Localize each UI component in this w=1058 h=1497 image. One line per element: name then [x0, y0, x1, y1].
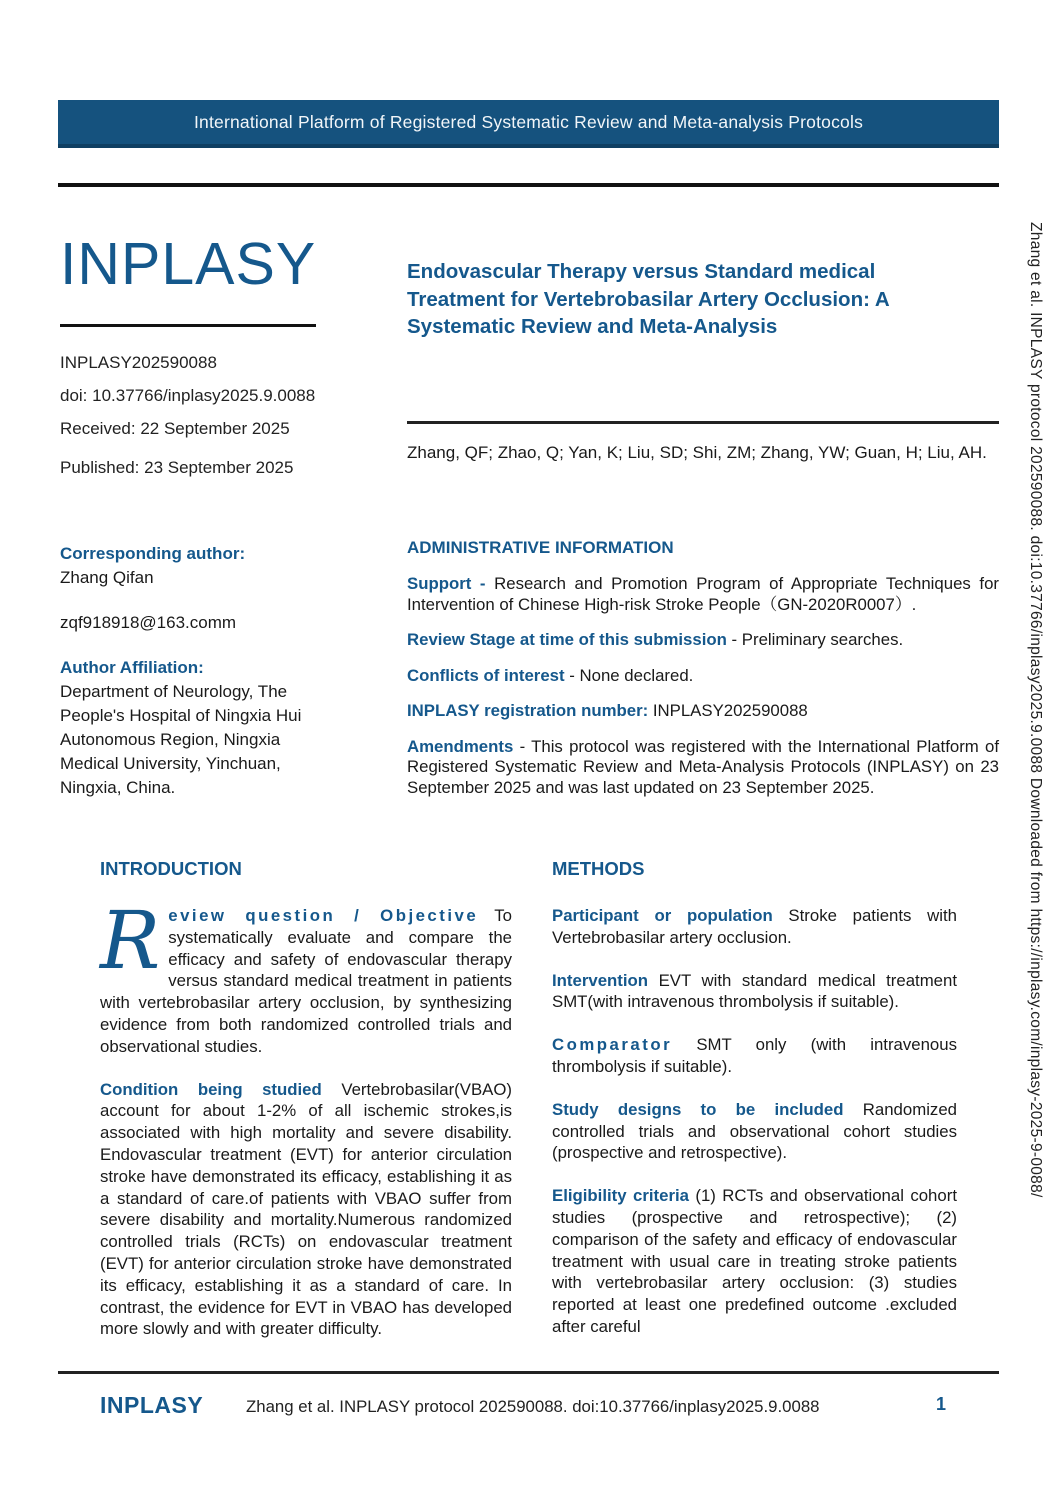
- registration-number-label: INPLASY registration number:: [407, 701, 649, 720]
- admin-item-registration-number: [407, 701, 999, 722]
- admin-item-amendments: [407, 737, 999, 799]
- admin-heading: ADMINISTRATIVE INFORMATION: [407, 538, 674, 557]
- footer-inplasy-logo: INPLASY: [100, 1392, 204, 1418]
- support-label: Support -: [407, 574, 486, 593]
- participant-text: Stroke patients with Vertebrobasilar artery occlusion.: [552, 906, 957, 947]
- intervention-paragraph: [552, 970, 957, 1014]
- support-text: Research and Promotion Program of Appropriate Techniques for Intervention of Chinese High-risk Stroke People（GN-2020R0007）.: [407, 574, 999, 614]
- participant-paragraph: [552, 905, 957, 949]
- logo-rule: [60, 324, 316, 327]
- footer-citation: Zhang et al. INPLASY protocol 202590088. doi:10.37766/inplasy2025.9.0088: [246, 1397, 820, 1416]
- eligibility-text: (1) RCTs and observational cohort studies (prospective and retrospective); (2) comparison of the safety and efficacy of endovascular treatment with usual care in treating stroke patients with vertebrobasilar artery occlusion: (3) studies reported at least one predefined outcome .excluded after careful: [552, 1186, 957, 1336]
- review-stage-text: - Preliminary searches.: [731, 630, 904, 649]
- review-question-label: eview question / Objective: [168, 906, 479, 925]
- amendments-label: Amendments: [407, 736, 514, 756]
- corresponding-author-name: Zhang Qifan: [60, 568, 154, 587]
- participant-label: Participant or population: [552, 906, 773, 925]
- study-designs-paragraph: [552, 1099, 957, 1164]
- admin-item-support: [407, 574, 999, 615]
- platform-banner-text: International Platform of Registered Systematic Review and Meta-analysis Protocols: [193, 111, 864, 132]
- conflicts-label: Conflicts of interest: [407, 665, 565, 685]
- introduction-section: [100, 858, 512, 1361]
- admin-item-conflicts: [407, 666, 999, 687]
- registration-id-line: INPLASY202590088: [60, 353, 217, 372]
- affiliation-text: Department of Neurology, The People's Hospital of Ningxia Hui Autonomous Region, Ningxia Medical University, Yinchuan, Ningxia, China.: [60, 682, 302, 797]
- published-line: Published: 23 September 2025: [60, 458, 294, 477]
- affiliation-label: Author Affiliation:: [60, 658, 204, 677]
- intervention-label: Intervention: [552, 970, 649, 990]
- administrative-information-section: [407, 538, 999, 813]
- header-rule: [58, 183, 999, 187]
- dropcap-letter: R: [100, 894, 161, 987]
- inplasy-logo: INPLASY: [60, 231, 317, 297]
- condition-label: Condition being studied: [100, 1079, 322, 1099]
- comparator-paragraph: [552, 1034, 957, 1078]
- received-line: Received: 22 September 2025: [60, 419, 290, 438]
- article-title: Endovascular Therapy versus Standard medical Treatment for Vertebrobasilar Artery Occlusion: A Systematic Review and Meta-Analysis: [407, 260, 889, 338]
- methods-heading: METHODS: [552, 858, 645, 879]
- registration-number-text: INPLASY202590088: [652, 701, 808, 720]
- conflicts-text: - None declared.: [569, 665, 694, 685]
- intervention-text: EVT with standard medical treatment SMT(with intravenous thrombolysis if suitable).: [552, 970, 958, 1012]
- corresponding-author-block: [60, 542, 340, 800]
- footer: [58, 1390, 999, 1426]
- footer-rule: [58, 1371, 999, 1374]
- amendments-text: - This protocol was registered with the International Platform of Registered Systematic Review and Meta-Analysis Protocols (INPLASY) on 23 September 2025 and was last updated on 23 September 2025.: [407, 736, 1000, 797]
- corresponding-author-email: zqf918918@163.comm: [60, 613, 237, 632]
- review-question-paragraph: [100, 894, 512, 1058]
- eligibility-paragraph: [552, 1185, 957, 1338]
- corresponding-author-label: Corresponding author:: [60, 544, 246, 563]
- authors-rule: [407, 421, 999, 424]
- study-designs-label: Study designs to be included: [552, 1099, 844, 1119]
- introduction-heading: INTRODUCTION: [100, 858, 242, 879]
- review-question-text: To systematically evaluate and compare the efficacy and safety of endovascular therapy versus standard medical treatment in patients with vertebrobasilar artery occlusion, by synthesizing evidence from both randomized controlled trials and observational studies.: [100, 906, 512, 1056]
- admin-item-review-stage: [407, 630, 999, 651]
- vertical-citation-text: Zhang et al. INPLASY protocol 202590088. doi:10.37766/inplasy2025.9.0088 Downloaded from https://inplasy.com/inplasy-2025-9-0088/: [1027, 222, 1044, 1198]
- comparator-text: SMT only (with intravenous thrombolysis if suitable).: [552, 1035, 957, 1076]
- review-stage-label: Review Stage at time of this submission: [407, 630, 727, 649]
- footer-page-number: 1: [935, 1394, 946, 1414]
- platform-banner: [58, 100, 999, 148]
- masthead: [60, 230, 350, 491]
- methods-section: [552, 858, 957, 1359]
- authors-line: Zhang, QF; Zhao, Q; Yan, K; Liu, SD; Shi, ZM; Zhang, YW; Guan, H; Liu, AH.: [407, 443, 987, 462]
- condition-paragraph: [100, 1079, 512, 1341]
- eligibility-label: Eligibility criteria: [552, 1186, 689, 1206]
- study-designs-text: Randomized controlled trials and observational cohort studies (prospective and retrospective).: [552, 1099, 957, 1163]
- doi-line: doi: 10.37766/inplasy2025.9.0088: [60, 386, 316, 405]
- condition-text: Vertebrobasilar(VBAO) account for about 1-2% of all ischemic strokes,is associated with high mortality and severe disability. Endovascular treatment (EVT) for anterior circulation stroke have demonstrated its efficacy, establishing it as a standard of care.of patients with VBAO suffer from severe disability and mortality.Numerous randomized controlled trials (RCTs) on endovascular treatment (EVT) for anterior circulation stroke have demonstrated its efficacy, establishing it as a standard of care. In contrast, the evidence for EVT in VBAO has developed more slowly and with greater difficulty.: [100, 1079, 512, 1339]
- comparator-label: Comparator: [552, 1035, 673, 1055]
